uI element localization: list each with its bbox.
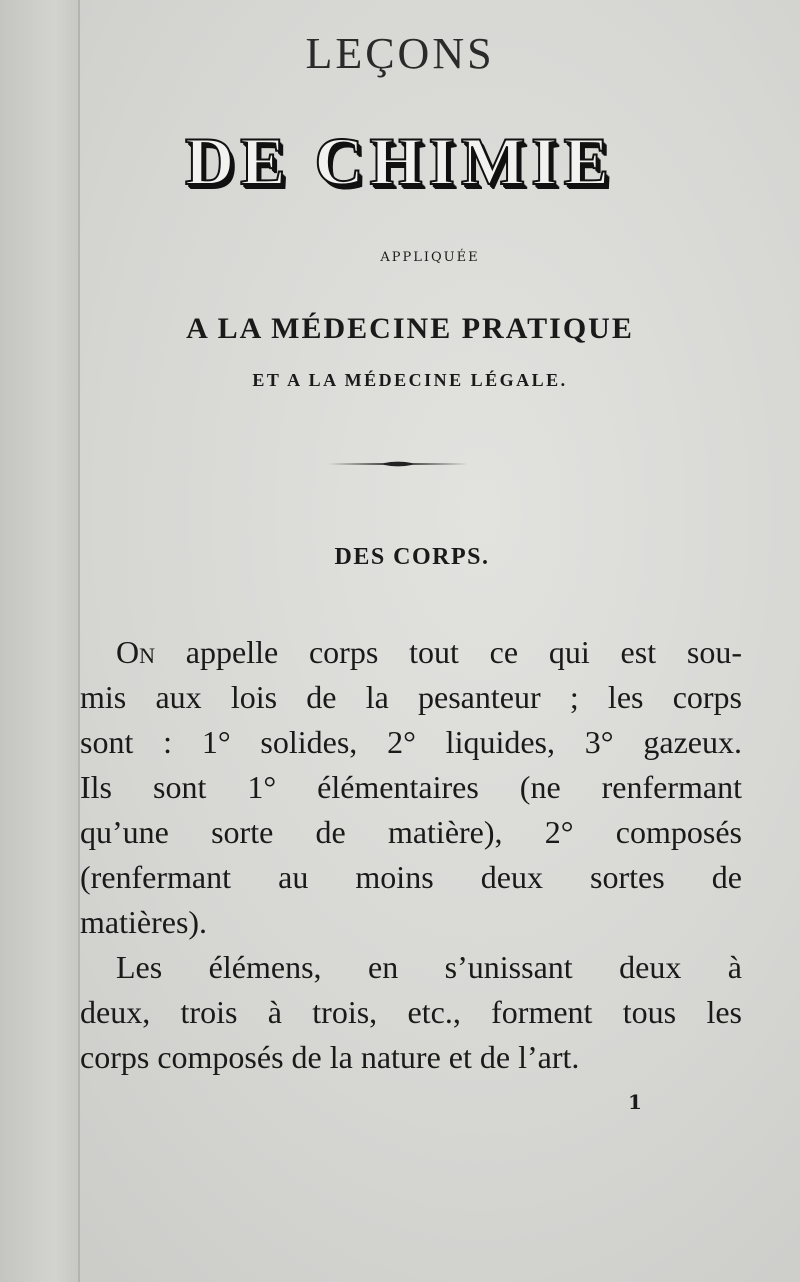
text-line: qu’une sorte de matière), 2° composés <box>80 814 742 850</box>
text-line: Ils sont 1° élémentaires (ne renfermant <box>80 769 742 805</box>
title-chimie: DE CHIMIE <box>185 123 615 199</box>
page-number: 1 <box>628 1090 642 1114</box>
ornamental-rule <box>328 460 468 468</box>
text-line: (renfermant au moins deux sortes de <box>80 859 742 895</box>
text-line: matières). <box>80 904 208 940</box>
subtitle-medecine-legale: ET A LA MÉDECINE LÉGALE. <box>252 370 568 390</box>
opening-word: On <box>116 634 155 670</box>
text-line: deux, trois à trois, etc., forment tous les <box>80 994 742 1030</box>
subtitle-appliquee: APPLIQUÉE <box>380 250 480 265</box>
subtitle-medecine-pratique: A LA MÉDECINE PRATIQUE <box>186 312 634 345</box>
text-line: corps composés de la nature et de l’art. <box>80 1039 580 1075</box>
title-lecons: LEÇONS <box>305 29 495 78</box>
section-title: DES CORPS. <box>334 544 490 570</box>
text-line: sont : 1° solides, 2° liquides, 3° gazeux. <box>80 724 742 760</box>
text-line: On appelle corps tout ce qui est sou- <box>116 634 742 670</box>
text-line: Les élémens, en s’unissant deux à <box>116 949 742 985</box>
body-text <box>80 630 742 1080</box>
text-line: mis aux lois de la pesanteur ; les corps <box>80 679 742 715</box>
